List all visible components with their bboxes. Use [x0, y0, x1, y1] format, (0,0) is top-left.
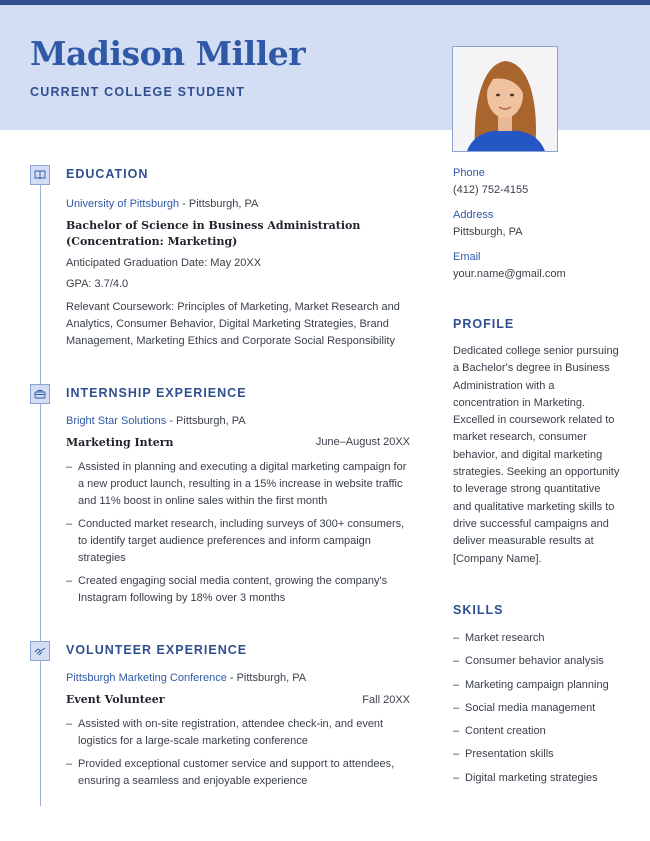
skill-item: – Marketing campaign planning [453, 679, 609, 691]
coursework-line-1: Relevant Coursework: Principles of Marketing, Market Research and [66, 301, 400, 313]
volunteer-org-line [66, 670, 306, 687]
briefcase-icon [30, 384, 50, 404]
internship-heading: INTERNSHIP EXPERIENCE [66, 386, 247, 400]
volunteer-heading: VOLUNTEER EXPERIENCE [66, 643, 248, 657]
skill-item: – Consumer behavior analysis [453, 655, 604, 667]
school-location: - Pittsburgh, PA [179, 198, 259, 210]
address-label: Address [453, 209, 494, 221]
email-value[interactable]: your.name@gmail.com [453, 268, 566, 280]
candidate-name: Madison Miller [30, 34, 306, 73]
skill-item: – Content creation [453, 725, 546, 737]
internship-company-line [66, 413, 246, 430]
profile-text: Dedicated college senior pursuing a Bachelor's degree in Business Administration with a concentration in Marketing. Excelled in coursework related to market research, consumer behavior, and digital marketing strategies. Seeking an opportunity to leverage strong quantitative and qualitative marketing skills to drive successful campaigns and deliver measurable results at [Company Name]. [453, 345, 620, 565]
phone-label: Phone [453, 167, 485, 179]
skill-item: – Social media management [453, 702, 596, 714]
internship-role: Marketing Intern [66, 436, 174, 449]
graduation-date: Anticipated Graduation Date: May 20XX [66, 257, 262, 269]
list-item: – Provided exceptional customer service and support to attendees, ensuring a seamless and enjoyable experience [66, 758, 395, 787]
skill-item: – Presentation skills [453, 748, 554, 760]
list-item: – Assisted in planning and executing a digital marketing campaign for a new product launch, resulting in a 15% increase in website traffic and 11% boost in online sales within the first month [66, 461, 407, 507]
degree-line-2: (Concentration: Marketing) [66, 235, 238, 248]
degree-line-1: Bachelor of Science in Business Administration [66, 219, 361, 232]
education-school-line [66, 196, 258, 213]
phone-value: (412) 752-4155 [453, 184, 529, 196]
list-item: – Assisted with on-site registration, attendee check-in, and event logistics for a large-scale marketing conference [66, 718, 384, 747]
org-location: - Pittsburgh, PA [226, 672, 307, 684]
volunteer-role: Event Volunteer [66, 693, 165, 706]
org-name: Pittsburgh Marketing Conference [66, 672, 227, 684]
skills-heading: SKILLS [453, 603, 504, 617]
company-name: Bright Star Solutions [66, 415, 167, 427]
address-value: Pittsburgh, PA [453, 226, 523, 238]
profile-heading: PROFILE [453, 317, 515, 331]
skill-item: – Market research [453, 632, 545, 644]
education-heading: EDUCATION [66, 167, 149, 181]
internship-dates: June–August 20XX [315, 436, 410, 448]
email-label: Email [453, 251, 481, 263]
skill-item: – Digital marketing strategies [453, 772, 598, 784]
gpa: GPA: 3.7/4.0 [66, 278, 129, 290]
book-icon [30, 165, 50, 185]
list-item: – Created engaging social media content, growing the company's Instagram following by 18% over 3 months [66, 575, 388, 604]
school-name: University of Pittsburgh [66, 198, 180, 210]
coursework-line-2: Analytics, Consumer Behavior, Digital Marketing Strategies, Brand [66, 318, 389, 330]
candidate-subtitle: CURRENT COLLEGE STUDENT [30, 85, 246, 99]
coursework-line-3: Management, Marketing Ethics and Corporate Social Responsibility [66, 335, 395, 347]
timeline-line [40, 184, 41, 806]
handshake-icon [30, 641, 50, 661]
volunteer-dates: Fall 20XX [362, 694, 410, 706]
list-item: – Conducted market research, including surveys of 300+ consumers, to identify target audience preferences and inform campaign strategies [66, 518, 405, 564]
profile-photo [452, 46, 558, 152]
company-location: - Pittsburgh, PA [166, 415, 246, 427]
